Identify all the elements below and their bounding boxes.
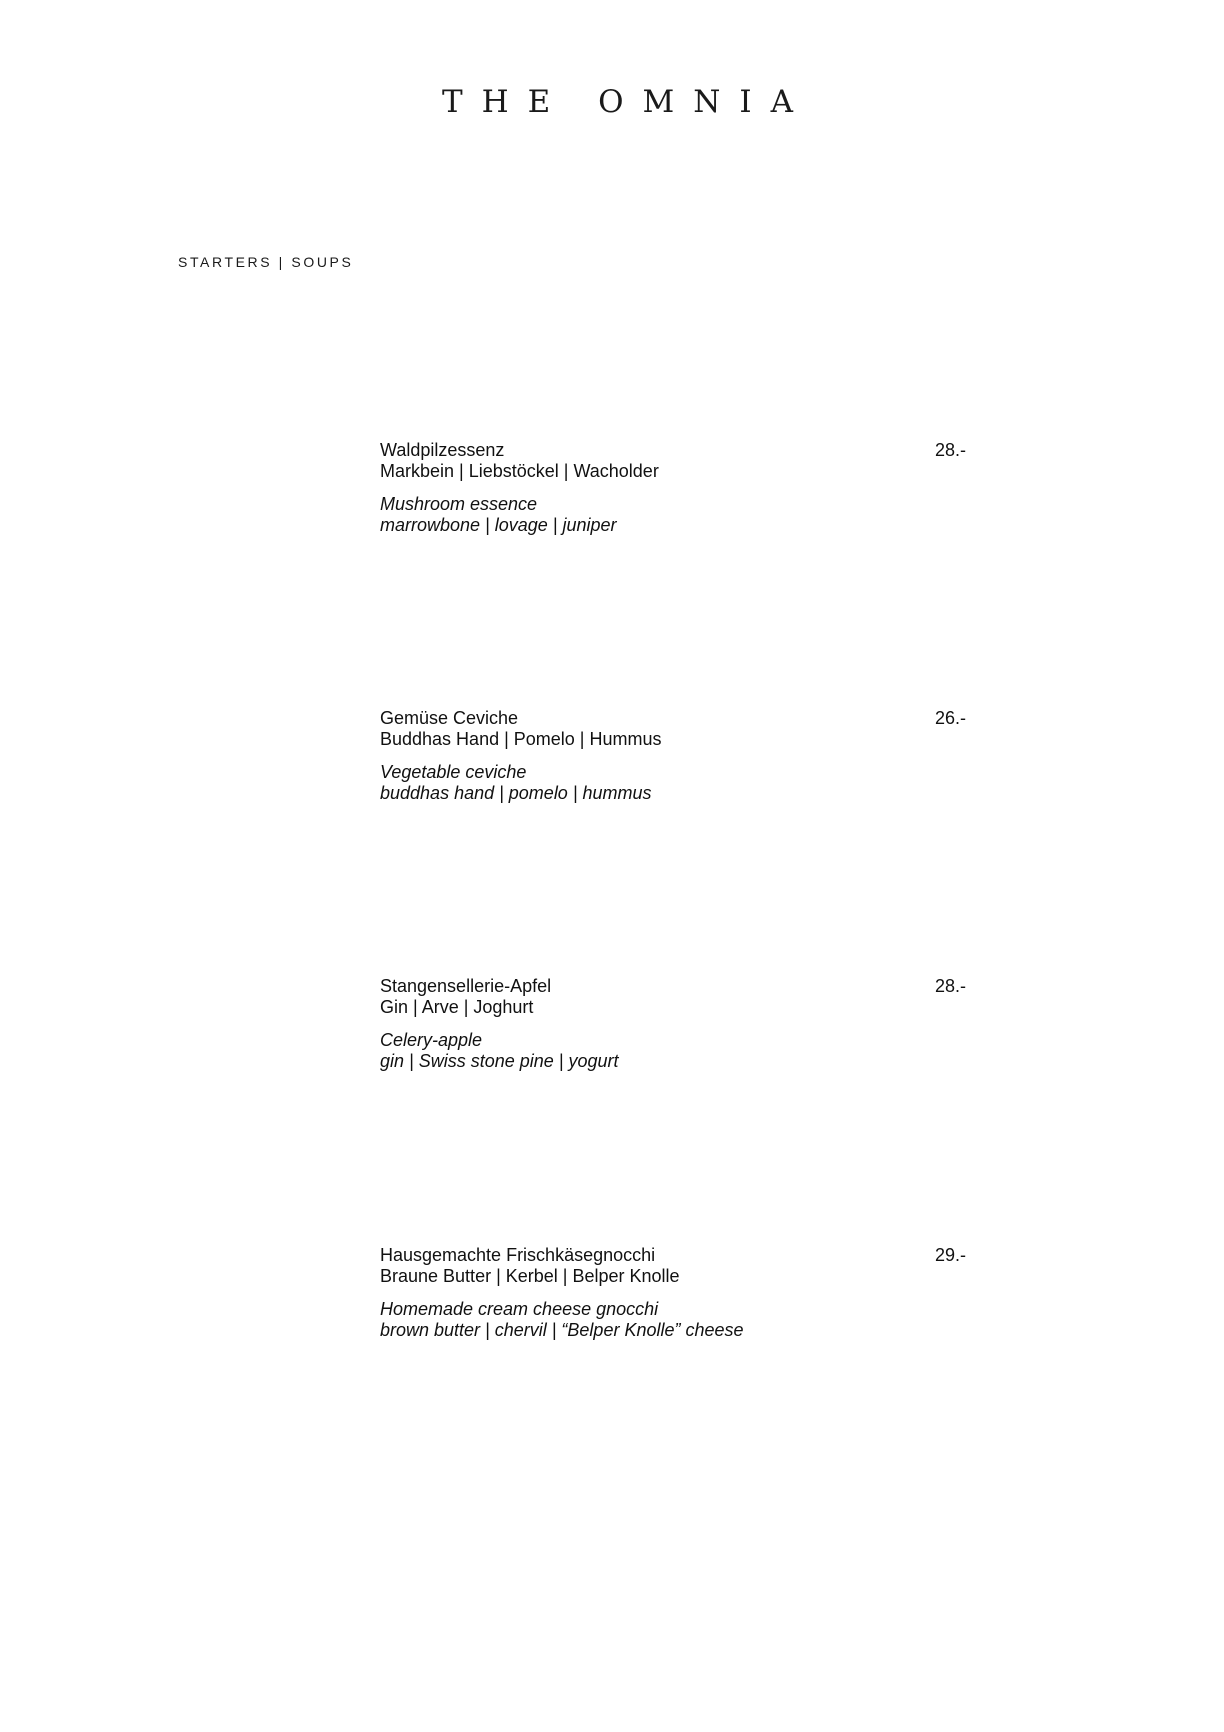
dish-price: 28.- [934, 976, 966, 996]
section-title: STARTERS | SOUPS [178, 254, 354, 270]
menu-item [380, 976, 966, 1072]
dish-ingredients-en: marrowbone | lovage | juniper [380, 515, 617, 535]
dish-ingredients-de: Markbein | Liebstöckel | Wacholder [380, 461, 659, 481]
brand-title: THE OMNIA [441, 84, 813, 120]
menu-item [380, 440, 966, 536]
dish-name-en: Celery-apple [380, 1030, 483, 1050]
dish-name-de: Waldpilzessenz [380, 440, 505, 460]
dish-ingredients-en: gin | Swiss stone pine | yogurt [380, 1051, 619, 1071]
dish-name-en: Homemade cream cheese gnocchi [380, 1299, 659, 1319]
dish-ingredients-en: buddhas hand | pomelo | hummus [380, 783, 652, 803]
menu-item [380, 1245, 966, 1341]
dish-ingredients-de: Buddhas Hand | Pomelo | Hummus [380, 729, 662, 749]
dish-ingredients-de: Braune Butter | Kerbel | Belper Knolle [380, 1266, 680, 1286]
dish-name-de: Stangensellerie-Apfel [380, 976, 552, 996]
dish-price: 29.- [934, 1245, 966, 1265]
dish-name-de: Gemüse Ceviche [380, 708, 519, 728]
dish-name-en: Mushroom essence [380, 494, 538, 514]
dish-name-en: Vegetable ceviche [380, 762, 527, 782]
dish-price: 26.- [934, 708, 966, 728]
dish-price: 28.- [934, 440, 966, 460]
dish-name-de: Hausgemachte Frischkäsegnocchi [380, 1245, 656, 1265]
dish-ingredients-de: Gin | Arve | Joghurt [380, 997, 534, 1017]
dish-ingredients-en: brown butter | chervil | “Belper Knolle” cheese [380, 1320, 744, 1340]
menu-item [380, 708, 966, 804]
